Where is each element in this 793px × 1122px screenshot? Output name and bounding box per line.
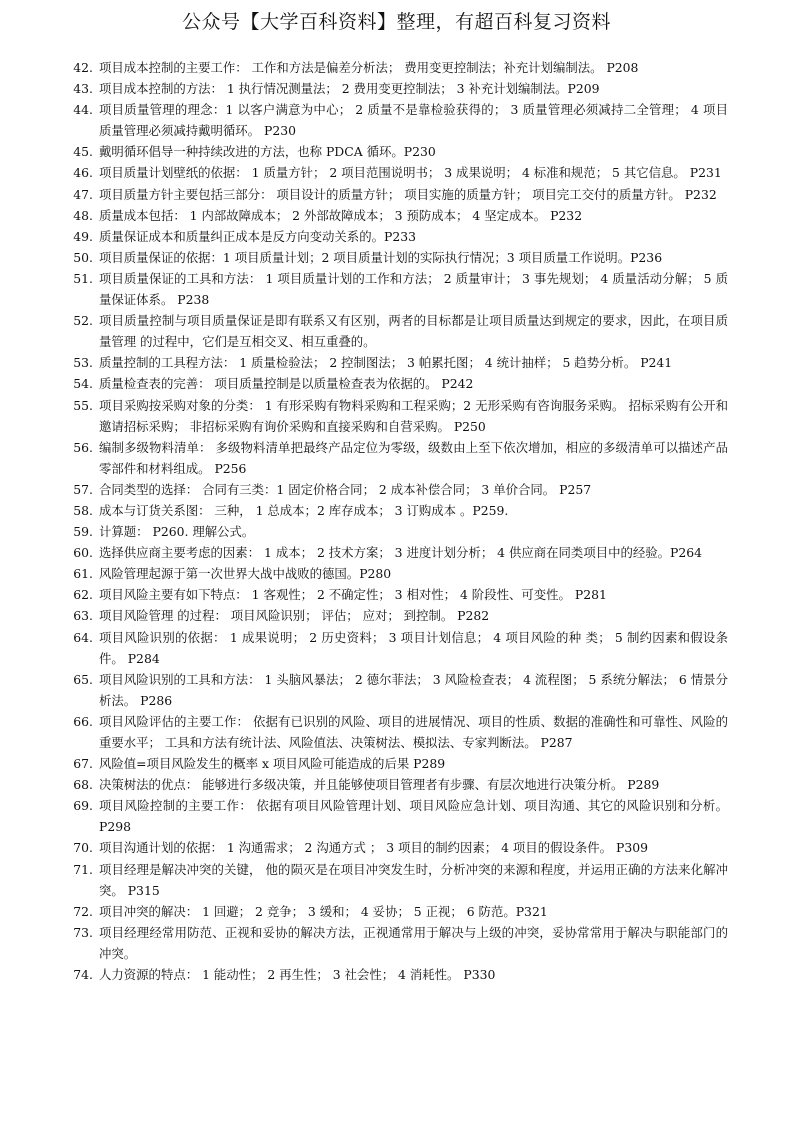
item-text: 风险值=项目风险发生的概率 x 项目风险可能造成的后果 P289 <box>99 756 446 772</box>
item-number: 63. <box>73 608 93 624</box>
item-number: 74. <box>73 967 93 983</box>
list-item <box>68 837 728 858</box>
list-item <box>68 500 728 521</box>
list-item <box>68 78 728 99</box>
list-item <box>68 395 728 437</box>
item-text: 项目沟通计划的依据： 1 沟通需求； 2 沟通方式 ； 3 项目的制约因素； 4 项目的假设条件。 P309 <box>99 840 648 856</box>
list-item <box>68 141 728 162</box>
item-text: 项目质量方针主要包括三部分： 项目设计的质量方针； 项目实施的质量方针； 项目完工交付的质量方针。 P232 <box>99 186 717 202</box>
item-number: 64. <box>73 629 93 645</box>
list-item <box>68 437 728 479</box>
item-number: 55. <box>73 397 93 413</box>
item-text: 项目风险主要有如下特点： 1 客观性； 2 不确定性； 3 相对性； 4 阶段性、可变性。 P281 <box>99 587 607 603</box>
item-text: 质量成本包括： 1 内部故障成本； 2 外部故障成本； 3 预防成本； 4 坚定成本。 P232 <box>99 207 583 223</box>
list-item <box>68 774 728 795</box>
item-text: 项目质量控制与项目质量保证是即有联系又有区别，两者的目标都是让项目质量达到规定的要求，因此，在项目质量管理 的过程中，它们是互相交叉、相互重叠的。 <box>99 313 728 350</box>
item-number: 60. <box>73 545 93 561</box>
item-number: 52. <box>73 313 93 329</box>
item-number: 45. <box>73 144 93 160</box>
list-item <box>68 247 728 268</box>
item-list <box>68 57 728 985</box>
list-item <box>68 373 728 394</box>
item-number: 68. <box>73 777 93 793</box>
list-item <box>68 57 728 78</box>
item-text: 戴明循环倡导一种持续改进的方法，也称 PDCA 循环。P230 <box>99 144 436 160</box>
item-text: 项目冲突的解决： 1 回避； 2 竞争； 3 缓和； 4 妥协； 5 正视； 6 防范。P321 <box>99 903 548 919</box>
item-number: 72. <box>73 903 93 919</box>
item-number: 51. <box>73 270 93 286</box>
item-number: 44. <box>73 102 93 118</box>
item-number: 70. <box>73 840 93 856</box>
item-text: 项目质量计划壁纸的依据： 1 质量方针； 2 项目范围说明书； 3 成果说明； 4 标准和规范； 5 其它信息。 P231 <box>99 165 722 181</box>
list-item <box>68 352 728 373</box>
item-text: 项目风险控制的主要工作： 依据有项目风险管理计划、项目风险应急计划、项目沟通、其它的风险识别和分析。 P298 <box>99 798 728 835</box>
item-text: 项目质量保证的工具和方法： 1 项目质量计划的工作和方法； 2 质量审计； 3 事先规划； 4 质量活动分解； 5 质量保证体系。 P238 <box>99 270 728 308</box>
item-text: 决策树法的优点： 能够进行多级决策，并且能够使项目管理者有步骤、有层次地进行决策分析。 P289 <box>99 777 660 793</box>
list-item <box>68 795 728 837</box>
list-item <box>68 162 728 183</box>
item-number: 59. <box>73 524 93 540</box>
item-number: 62. <box>73 587 93 603</box>
item-text: 选择供应商主要考虑的因素： 1 成本； 2 技术方案； 3 进度计划分析； 4 供应商在同类项目中的经验。P264 <box>99 545 703 561</box>
item-number: 46. <box>73 165 93 181</box>
item-text: 质量保证成本和质量纠正成本是反方向变动关系的。P233 <box>99 228 416 244</box>
item-number: 49. <box>73 228 93 244</box>
list-item <box>68 922 728 964</box>
item-text: 编制多级物料清单： 多级物料清单把最终产品定位为零级，级数由上至下依次增加，相应的多级清单可以描述产品零部件和材料组成。 P256 <box>99 439 728 476</box>
list-item <box>68 479 728 500</box>
item-text: 项目质量保证的依据：1 项目质量计划；2 项目质量计划的实际执行情况；3 项目质量工作说明。P236 <box>99 249 663 265</box>
item-number: 67. <box>73 756 93 772</box>
list-item <box>68 753 728 774</box>
list-item <box>68 669 728 711</box>
item-number: 61. <box>73 566 93 582</box>
list-item <box>68 521 728 542</box>
list-item <box>68 605 728 626</box>
item-text: 项目成本控制的方法： 1 执行情况测量法； 2 费用变更控制法； 3 补充计划编制法。P209 <box>99 81 600 97</box>
list-item <box>68 901 728 922</box>
list-item <box>68 627 728 669</box>
item-text: 项目风险管理 的过程： 项目风险识别； 评估； 应对； 到控制。 P282 <box>99 608 490 624</box>
item-text: 质量检查表的完善： 项目质量控制是以质量检查表为依据的。 P242 <box>99 376 474 392</box>
item-number: 42. <box>73 60 93 75</box>
item-number: 69. <box>73 798 93 814</box>
item-number: 56. <box>73 439 93 455</box>
list-item <box>68 964 728 985</box>
item-number: 50. <box>73 249 93 265</box>
page-header: 公众号【大学百科资料】整理，有超百科复习资料 <box>181 11 611 33</box>
item-number: 57. <box>73 481 93 497</box>
item-text: 项目风险评估的主要工作： 依据有已识别的风险、项目的进展情况、项目的性质、数据的准确性和可靠性、风险的重要水平； 工具和方法有统计法、风险值法、决策树法、模拟法、专家判断法。 P287 <box>99 713 728 750</box>
list-item <box>68 205 728 226</box>
item-number: 58. <box>73 502 93 518</box>
list-item <box>68 859 728 901</box>
item-number: 66. <box>73 713 93 729</box>
list-item <box>68 563 728 584</box>
list-item <box>68 711 728 753</box>
list-item <box>68 268 728 310</box>
item-text: 质量控制的工具程方法： 1 质量检验法； 2 控制图法； 3 帕累托图； 4 统计抽样； 5 趋势分析。 P241 <box>99 355 673 371</box>
list-item <box>68 310 728 352</box>
item-number: 48. <box>73 207 93 223</box>
list-item <box>68 226 728 247</box>
list-item <box>68 542 728 563</box>
item-text: 项目风险识别的依据： 1 成果说明； 2 历史资料； 3 项目计划信息； 4 项目风险的种 类； 5 制约因素和假设条件。 P284 <box>99 629 728 666</box>
list-item <box>68 584 728 605</box>
item-number: 54. <box>73 376 93 392</box>
item-text: 合同类型的选择： 合同有三类：1 固定价格合同； 2 成本补偿合同； 3 单价合同。 P257 <box>99 481 592 497</box>
item-number: 65. <box>73 671 93 687</box>
item-text: 项目风险识别的工具和方法： 1 头脑风暴法； 2 德尔菲法； 3 风险检查表； 4 流程图； 5 系统分解法； 6 情景分析法。 P286 <box>99 671 728 708</box>
item-text: 项目成本控制的主要工作： 工作和方法是偏差分析法； 费用变更控制法；补充计划编制法。 P208 <box>99 60 639 75</box>
item-text: 项目质量管理的理念：1 以客户满意为中心； 2 质量不是靠检验获得的； 3 质量管理必须减持二全管理； 4 项目质量管理必须减持戴明循环。 P230 <box>99 102 728 139</box>
item-number: 47. <box>73 186 93 202</box>
item-text: 人力资源的特点： 1 能动性； 2 再生性； 3 社会性； 4 消耗性。 P330 <box>99 967 496 983</box>
item-number: 73. <box>73 924 93 940</box>
list-item <box>68 184 728 205</box>
item-text: 成本与订货关系图： 三种， 1 总成本；2 库存成本； 3 订购成本 。P259. <box>99 502 509 518</box>
item-text: 项目采购按采购对象的分类： 1 有形采购有物料采购和工程采购；2 无形采购有咨询服务采购。 招标采购有公开和邀请招标采购； 非招标采购有询价采购和直接采购和自营采购。 P250 <box>99 397 728 434</box>
list-item <box>68 99 728 141</box>
item-number: 71. <box>73 861 93 877</box>
item-text: 项目经理经常用防范、正视和妥协的解决方法，正视通常用于解决与上级的冲突，妥协常常用于解决与职能部门的冲突。 <box>99 924 728 961</box>
item-text: 计算题： P260. 理解公式。 <box>99 524 255 540</box>
item-number: 43. <box>73 81 93 97</box>
item-number: 53. <box>73 355 93 371</box>
item-text: 风险管理起源于第一次世界大战中战败的德国。P280 <box>99 566 392 582</box>
item-text: 项目经理是解决冲突的关键， 他的陨灭是在项目冲突发生时，分析冲突的来源和程度，并运用正确的方法来化解冲突。 P315 <box>99 861 728 898</box>
